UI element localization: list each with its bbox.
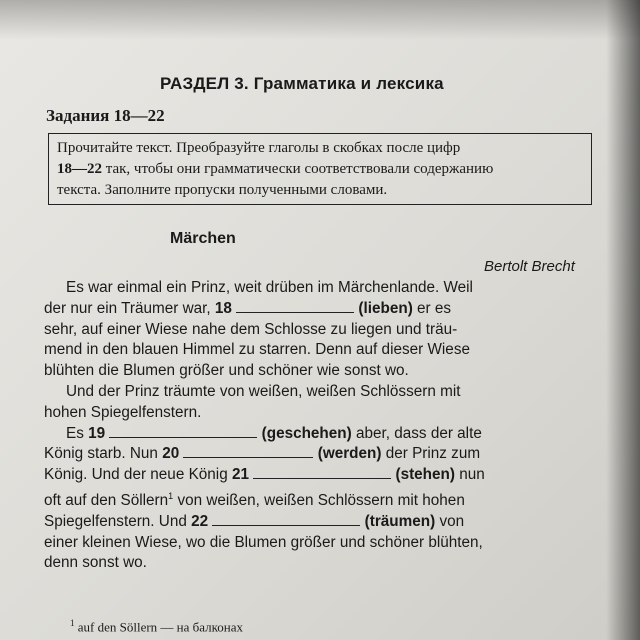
section-title: РАЗДЕЛ 3. Грамматика и лексика — [160, 74, 444, 93]
text-segment: er es — [417, 299, 452, 317]
text-segment: oft auf den Söllern — [44, 492, 169, 510]
text-line — [44, 512, 600, 533]
instruction-part3: текста. Заполните пропуски полученными словами. — [57, 182, 388, 198]
verb-hint-20: (werden) — [317, 445, 382, 463]
text-segment: König starb. Nun — [44, 445, 158, 463]
verb-hint-22: (träumen) — [364, 512, 436, 530]
text-title: Märchen — [170, 230, 236, 247]
instruction-numbers: 18—22 — [57, 161, 102, 177]
instruction-part2: так, чтобы они грамматически соответствовали содержанию — [105, 161, 494, 177]
text-segment: aber, dass der alte — [355, 424, 482, 442]
text-line: sehr, auf einer Wiese nahe dem Schlosse zu liegen und träu- — [44, 320, 458, 338]
text-line: denn sonst wo. — [44, 554, 147, 572]
instruction-part1: Прочитайте текст. Преобразуйте глаголы в скобках после цифр — [57, 140, 461, 156]
text-segment: der Prinz zum — [385, 445, 481, 463]
footnote — [70, 618, 243, 635]
gap-number-19: 19 — [88, 424, 106, 442]
text-segment: nun — [459, 466, 485, 484]
text-line — [44, 444, 600, 465]
gap-22-blank[interactable] — [212, 512, 360, 526]
text-segment: der nur ein Träumer war, — [44, 299, 211, 317]
text-line: Es war einmal ein Prinz, weit drüben im Märchenlande. Weil — [66, 279, 473, 296]
text-line: blühten die Blumen größer und schöner wie sonst wo. — [44, 362, 409, 380]
page-shadow-right — [606, 0, 640, 640]
text-segment: von — [439, 512, 465, 530]
gap-18-blank[interactable] — [236, 299, 354, 313]
text-segment: Spiegelfenstern. Und — [44, 512, 187, 530]
text-line — [44, 424, 600, 445]
text-segment: König. Und der neue König — [44, 466, 228, 484]
story-text — [44, 278, 600, 574]
text-line — [44, 465, 600, 486]
text-line: einer kleinen Wiese, wo die Blumen größer und schöner blühten, — [44, 533, 483, 551]
text-segment: von weißen, weißen Schlössern mit hohen — [177, 492, 465, 510]
text-segment: Es — [66, 424, 84, 442]
text-line — [44, 299, 600, 320]
gap-number-22: 22 — [191, 512, 209, 530]
text-line: mend in den blauen Himmel zu starren. Denn auf dieser Wiese — [44, 341, 470, 359]
text-line: hohen Spiegelfenstern. — [44, 403, 202, 421]
footnote-marker: 1 — [168, 490, 174, 501]
author: Bertolt Brecht — [484, 258, 575, 275]
verb-hint-19: (geschehen) — [261, 424, 352, 442]
gap-number-18: 18 — [214, 299, 232, 317]
text-line — [44, 486, 600, 512]
gap-20-blank[interactable] — [183, 444, 313, 458]
gap-21-blank[interactable] — [253, 465, 391, 479]
text-line: Und der Prinz träumte von weißen, weißen Schlössern mit — [66, 382, 461, 400]
gap-number-20: 20 — [162, 445, 180, 463]
verb-hint-18: (lieben) — [358, 299, 413, 317]
footnote-text: auf den Söllern — на балконах — [77, 619, 244, 635]
gap-number-21: 21 — [231, 466, 249, 484]
footnote-number: 1 — [70, 618, 75, 628]
page-shadow-top — [0, 0, 640, 40]
tasks-label: Задания 18—22 — [46, 106, 165, 125]
gap-19-blank[interactable] — [109, 424, 257, 438]
instruction-box — [48, 133, 592, 205]
verb-hint-21: (stehen) — [395, 466, 455, 484]
